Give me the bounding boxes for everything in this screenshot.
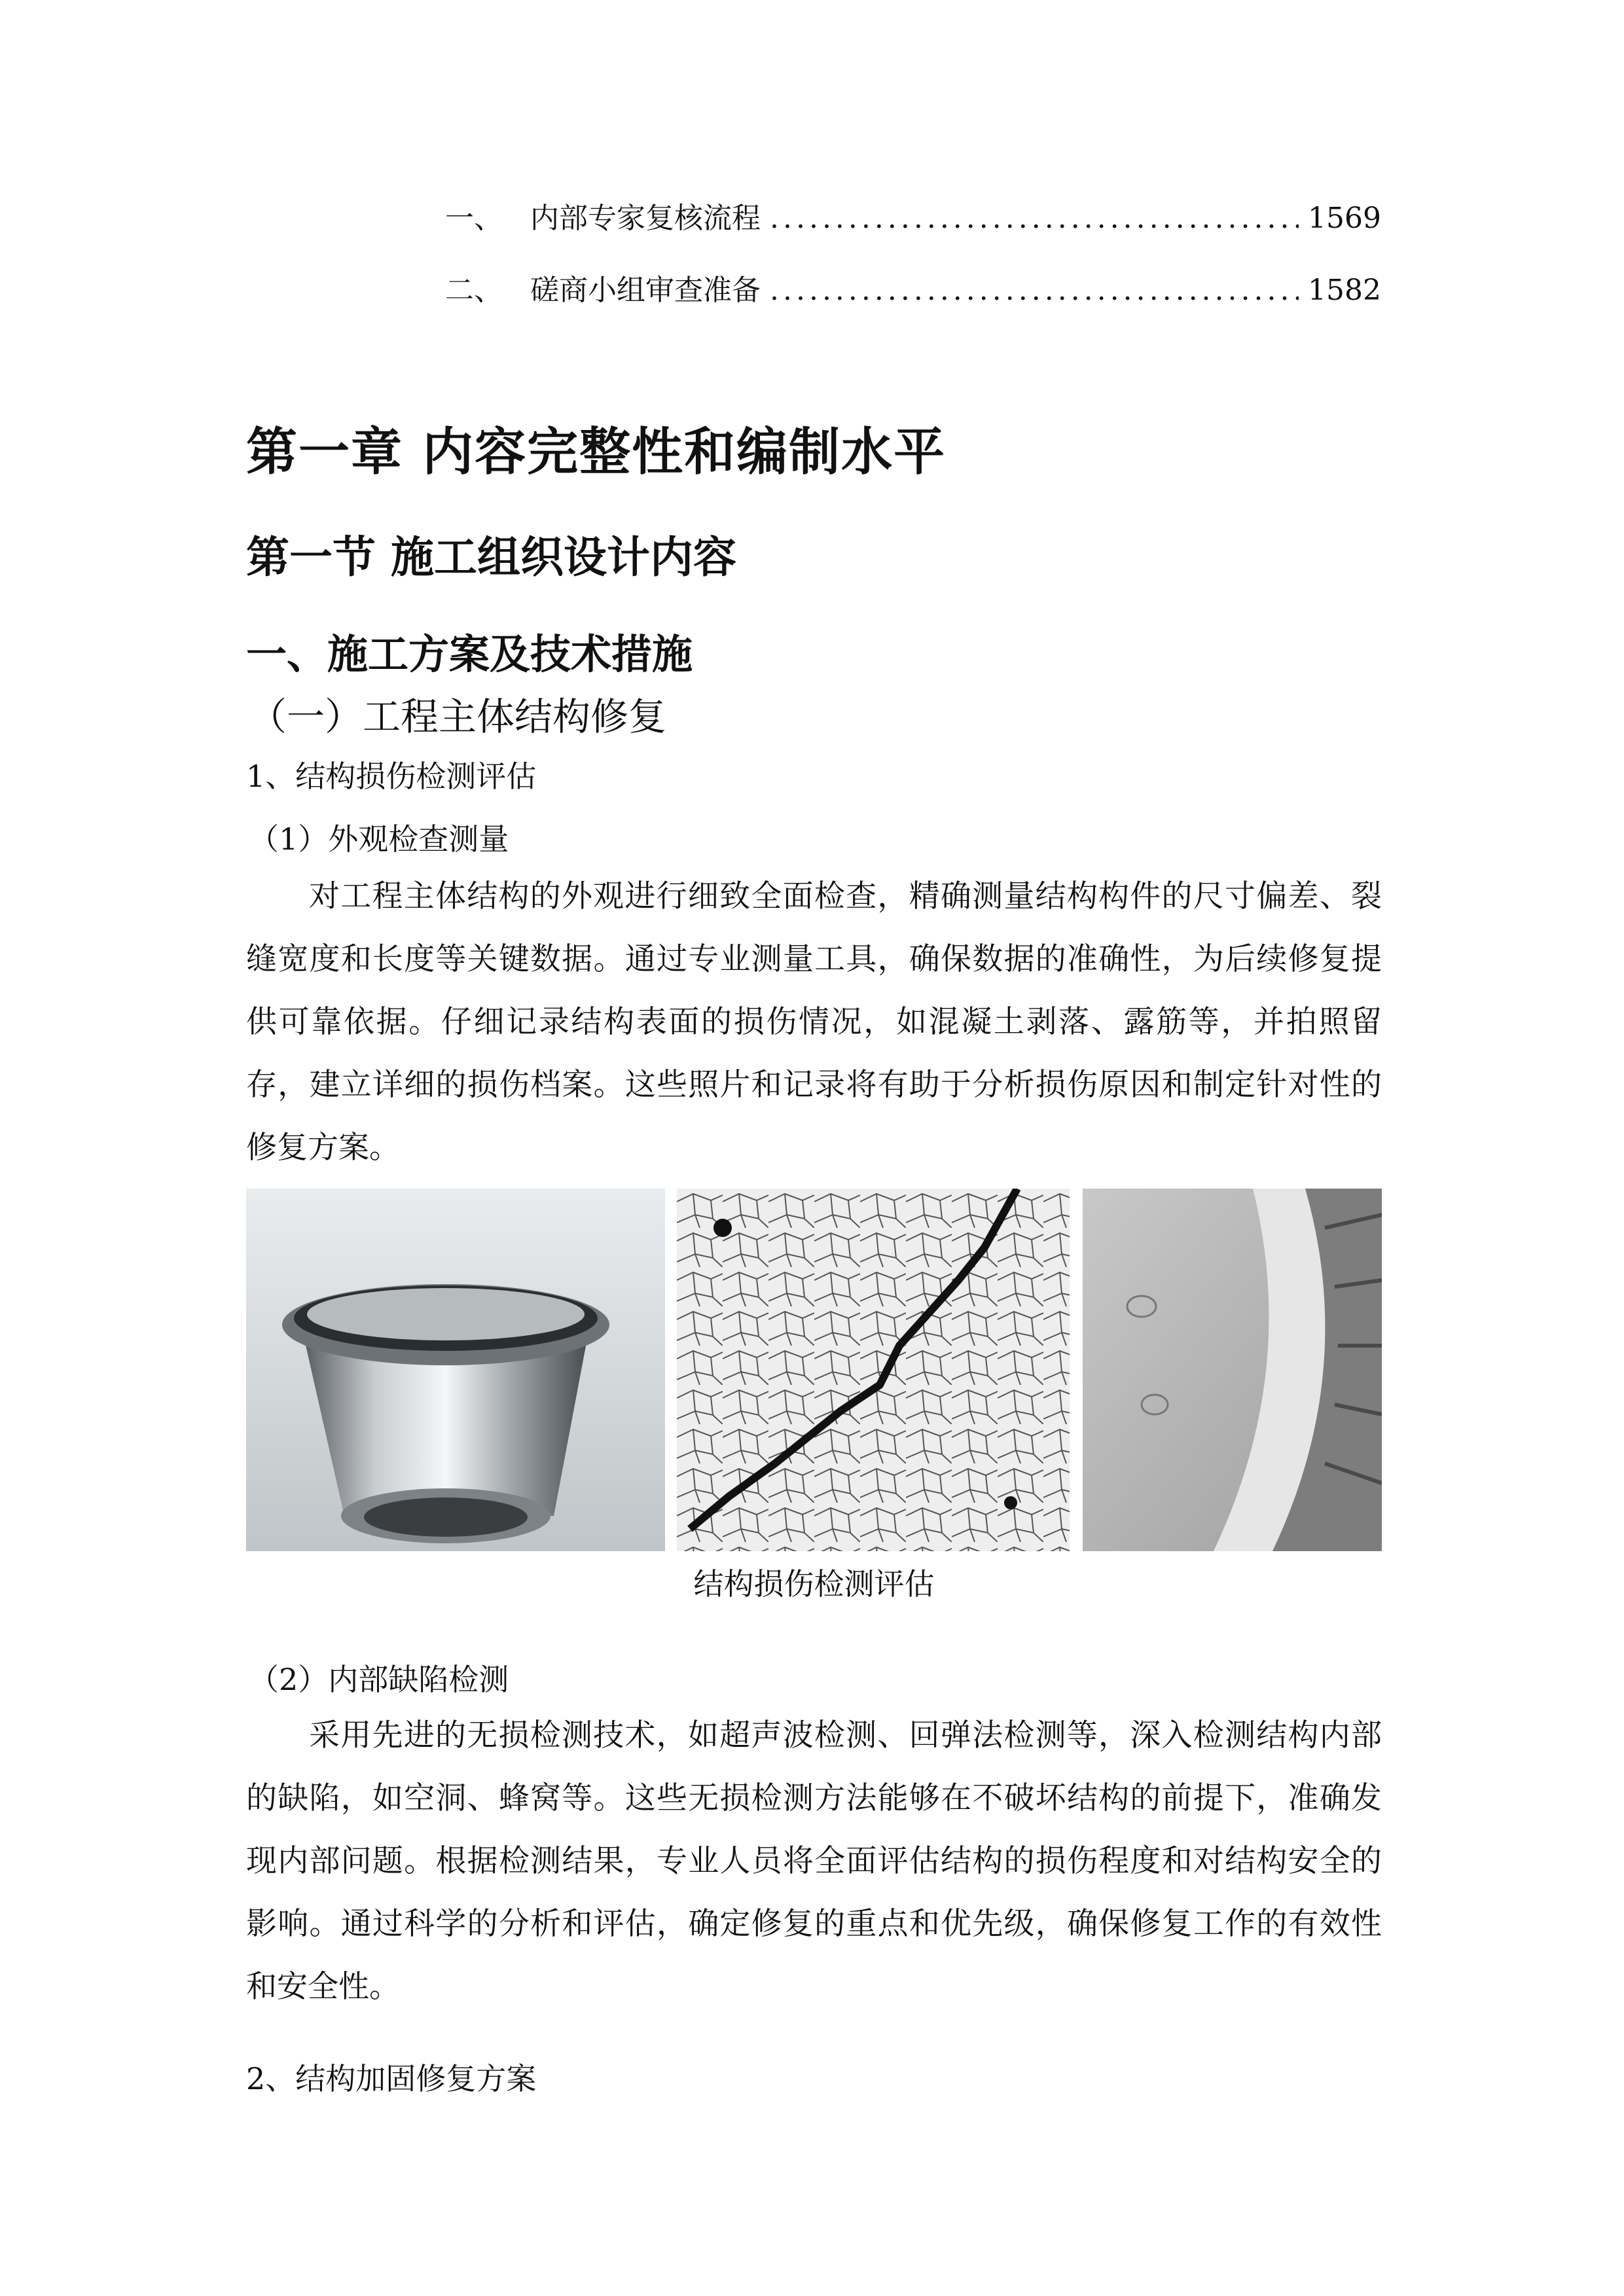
crack-microstructure-photo [677, 1189, 1070, 1551]
chapter-title: 第一章 内容完整性和编制水平 [246, 423, 947, 482]
figure-caption: 结构损伤检测评估 [693, 1566, 935, 1602]
gear-surface-photo [1083, 1189, 1382, 1551]
toc-entry-title: 磋商小组审查准备 [530, 274, 761, 307]
damage-figure [246, 1189, 1382, 1551]
section-title: 第一节 施工组织设计内容 [246, 532, 736, 583]
item-subheading: （2）内部缺陷检测 [249, 1662, 509, 1697]
toc-entry[interactable] [445, 198, 1381, 240]
subsection-title: 一、施工方案及技术措施 [246, 630, 693, 678]
item-subheading: （1）外观检查测量 [249, 821, 509, 857]
toc-entry[interactable] [445, 270, 1381, 312]
item-heading: 1、结构损伤检测评估 [246, 759, 537, 794]
toc-leader-dots [770, 270, 1299, 312]
subsubsection-title: （一）工程主体结构修复 [249, 694, 667, 739]
toc-entry-number: 一、 [445, 202, 503, 235]
toc-entry-title: 内部专家复核流程 [530, 202, 761, 235]
body-paragraph: 对工程主体结构的外观进行细致全面检查，精确测量结构构件的尺寸偏差、裂缝宽度和长度等关键数据。通过专业测量工具，确保数据的准确性，为后续修复提供可靠依据。仔细记录结构表面的损伤情况，如混凝土剥落、露筋等，并拍照留存，建立详细的损伤档案。这些照片和记录将有助于分析损伤原因和制定针对性的修复方案。 [246, 878, 1382, 1166]
toc-entry-page: 1569 [1308, 202, 1381, 235]
metal-bushing-photo [246, 1189, 665, 1551]
toc-entry-page: 1582 [1308, 274, 1381, 307]
toc-entry-number: 二、 [445, 274, 503, 307]
item-heading: 2、结构加固修复方案 [246, 2061, 537, 2096]
body-paragraph: 采用先进的无损检测技术，如超声波检测、回弹法检测等，深入检测结构内部的缺陷，如空洞、蜂窝等。这些无损检测方法能够在不破坏结构的前提下，准确发现内部问题。根据检测结果，专业人员将全面评估结构的损伤程度和对结构安全的影响。通过科学的分析和评估，确定修复的重点和优先级，确保修复工作的有效性和安全性。 [246, 1717, 1382, 2005]
toc-leader-dots [770, 198, 1299, 240]
